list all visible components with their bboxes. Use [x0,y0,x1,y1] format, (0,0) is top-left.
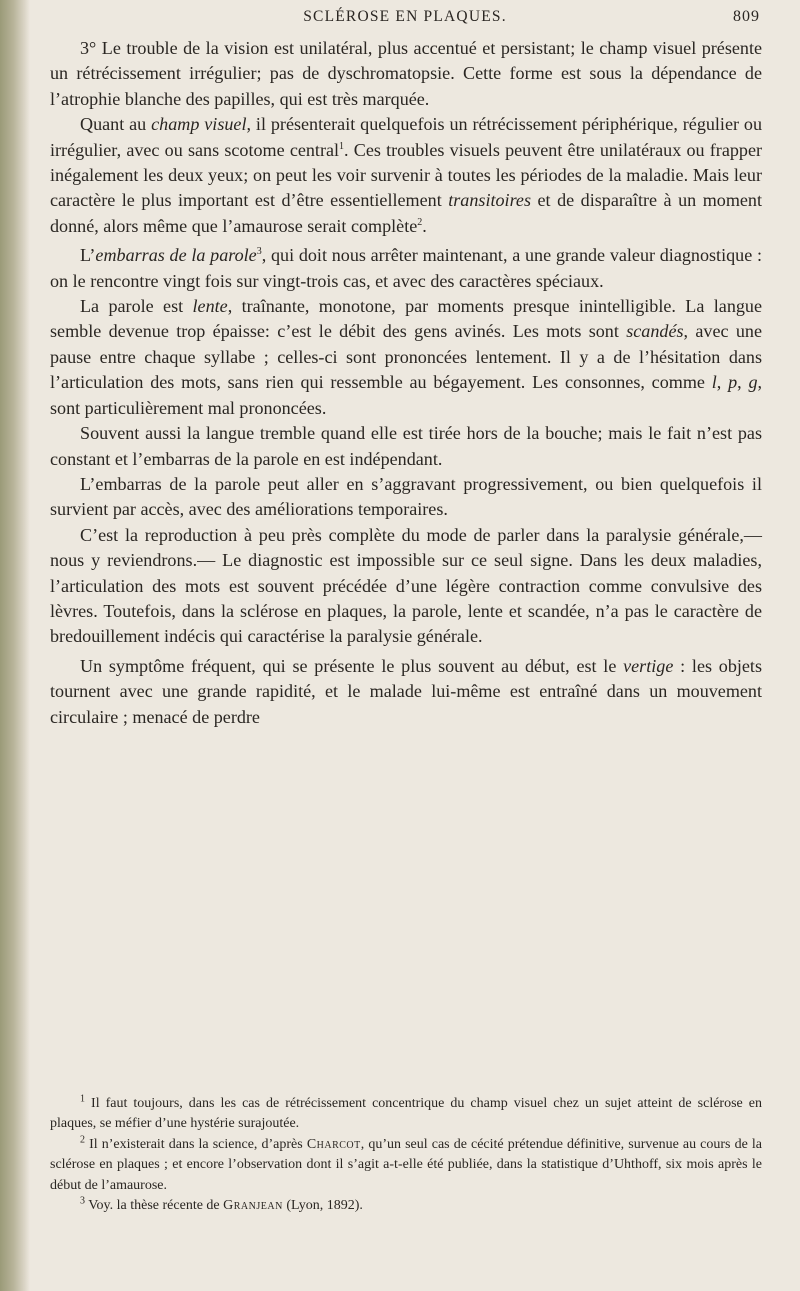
emphasis-term: embarras de la parole [95,245,257,266]
page-number: 809 [733,8,760,25]
paragraph-embarras-parole: L’embarras de la parole$^3$, qui doit nous arrêter maintenant, a une grande valeur diagnostique : on le rencontre vingt fois sur vingt-trois cas, et avec des caractères spéciaux. [50,245,762,291]
footnote-ref-3: 3 [256,246,262,258]
paragraph-aggravation: L’embarras de la parole peut aller en s’aggravant progressivement, ou bien quelquefois il survient par accès, avec des améliorations temporaires. [50,473,762,520]
emphasis-term: transitoires [448,190,532,211]
author-name: Charcot [306,1136,361,1152]
footnote-marker: 2 [80,1134,85,1146]
emphasis-letter: p [728,372,738,393]
paragraph-paralysie-generale: C’est la reproduction à peu près complète du mode de parler dans la paralysie générale,— nous y reviendrons.— Le diagnostic est impossible sur ce seul signe. Dans les deux maladies, l’articulation des mots est souvent précédée d’une légère contraction comme convulsive des lèvres. Toutefois, dans la sclérose en plaques, la parole, lente et scandée, n’a pas le caractère de bredouillement indécis qui caractérise la paralysie générale. [50,524,762,647]
emphasis-term: lente [192,296,228,317]
footnote-ref-2: 2 [417,216,423,228]
footnote-marker: 1 [80,1093,85,1105]
footnote-1: $^1$ Il faut toujours, dans les cas de rétrécissement concentrique du champ visuel chez un sujet atteint de sclérose en plaques, se méfier d’une hystérie surajoutée. [50,1093,762,1132]
footnote-ref-1: 1 [339,140,345,152]
paragraph-vision-trouble: 3° Le trouble de la vision est unilatéral, plus accentué et persistant; le champ visuel présente un rétrécissement irrégulier; pas de dyschromatopsie. Cette forme est sous la dépendance de l’atrophie blanche des papilles, qui est très marquée. [50,38,762,109]
footnotes [50,1094,762,1216]
footnote-3: $^3$ Voy. la thèse récente de Granjean (Lyon, 1892). [80,1195,363,1214]
paragraph-vertige: Un symptôme fréquent, qui se présente le plus souvent au début, est le vertige : les objets tournent avec une grande rapidité, et le malade lui-même est entraîné dans un mouvement circulaire ; menacé de perdre [50,655,763,727]
emphasis-letter: g [748,372,758,393]
paragraph-champ-visuel: Quant au champ visuel, il présenterait quelquefois un rétrécissement périphérique, régulier ou irrégulier, avec ou sans scotome central$^1$. Ces troubles visuels peuvent être unilatéraux ou frapper inégalement les deux yeux; on peut les voir survenir à toutes les périodes de la maladie. Mais leur caractère le plus important est d’être essentiellement transitoires et de disparaître à un moment donné, alors même que l’amaurose serait complète$^2$. [50,114,763,236]
emphasis-term: scandés [626,321,684,342]
running-head [50,8,760,34]
running-title: SCLÉROSE EN PLAQUES. [303,8,507,25]
emphasis-letter: l [711,372,717,393]
author-name: Granjean [223,1198,283,1214]
paragraph-parole-lente: La parole est lente, traînante, monotone, par moments presque inintelligible. La langue semble devenue trop épaisse: c’est le débit des gens avinés. Les mots sont scandés, avec une pause entre chaque syllabe ; celles-ci sont prononcées lentement. Il y a de l’hésitation dans l’articulation des mots, sans rien qui ressemble au bégayement. Les consonnes, comme l, p, g, sont particulièrement mal prononcées. [50,296,763,418]
emphasis-term: champ visuel [151,114,247,135]
paragraph-langue-tremble: Souvent aussi la langue tremble quand elle est tirée hors de la bouche; mais le fait n’est pas constant et l’embarras de la parole en est indépendant. [50,423,762,469]
body-text [50,36,762,730]
emphasis-term: vertige [623,655,674,676]
footnote-marker: 3 [80,1195,85,1207]
page-binding-edge [0,0,30,1291]
footnote-2: $^2$ Il n’existerait dans la science, d’après Charcot, qu’un seul cas de cécité prétendue définitive, survenue au cours de la sclérose en plaques ; et encore l’observation dont il s’agit a-t-elle été publiée, dans la statistique d’Uhthoff, six mois après le début de l’amaurose. [50,1134,762,1193]
